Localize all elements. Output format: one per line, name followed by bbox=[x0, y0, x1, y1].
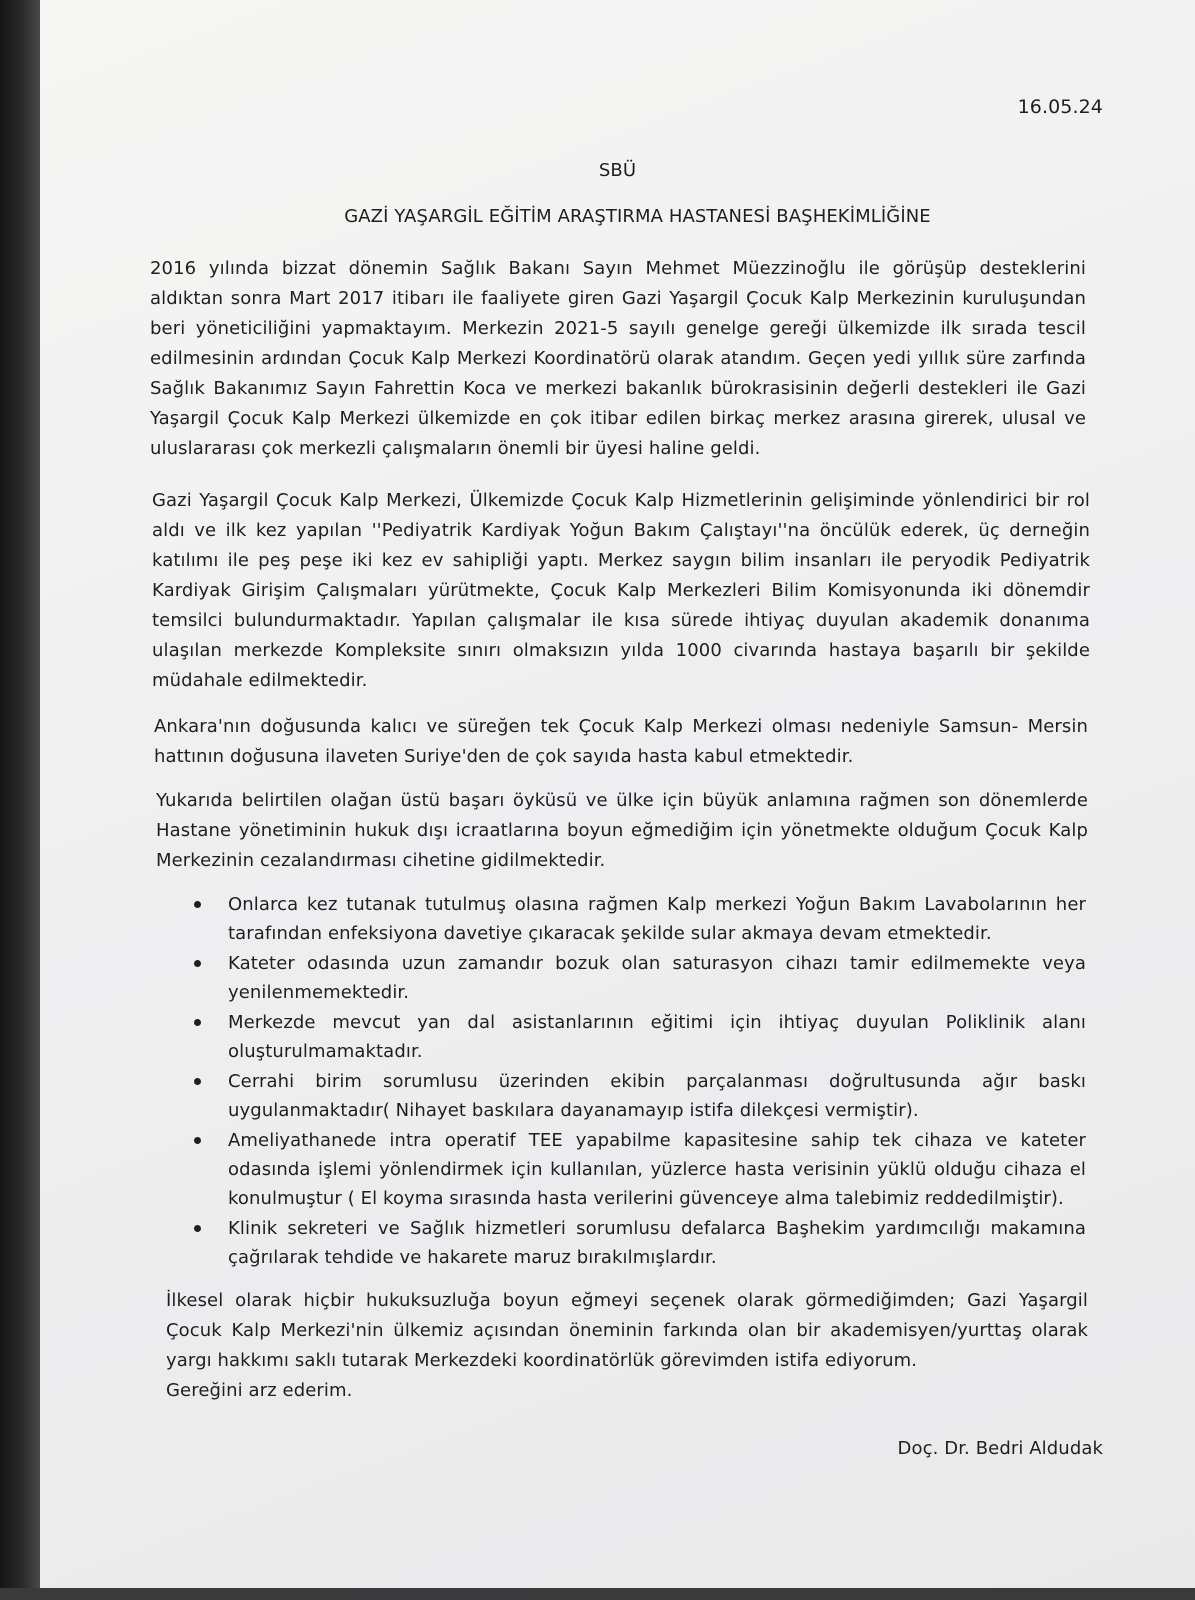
paragraph-4: Yukarıda belirtilen olağan üstü başarı öyküsü ve ülke için büyük anlamına rağmen son dönemlerde Hastane yönetiminin hukuk dışı icraatlarına boyun eğmediğim için yönetmekte olduğum Çocuk Kalp Merkezinin cezalandırması cihetine gidilmektedir. bbox=[156, 790, 1088, 871]
letter-date: 16.05.24 bbox=[1017, 96, 1103, 118]
letter-content bbox=[40, 0, 1195, 1588]
complaint-item bbox=[190, 890, 1086, 948]
bullet-icon bbox=[194, 1137, 201, 1144]
complaint-item bbox=[190, 949, 1086, 1007]
complaint-text: Cerrahi birim sorumlusu üzerinden ekibin parçalanması doğrultusunda ağır baskı uygulanmaktadır( Nihayet baskılara dayanamayıp istifa dilekçesi vermiştir). bbox=[228, 1071, 1086, 1121]
paragraph-3: Ankara'nın doğusunda kalıcı ve süreğen tek Çocuk Kalp Merkezi olması nedeniyle Samsun- Mersin hattının doğusuna ilaveten Suriye'den de çok sayıda hasta kabul etmektedir. bbox=[154, 716, 1088, 767]
resignation-paragraph: İlkesel olarak hiçbir hukuksuzluğa boyun eğmeyi seçenek olarak görmediğimden; Gazi Yaşargil Çocuk Kalp Merkezi'nin ülkemiz açısından öneminin farkında olan bir akademisyen/yurttaş olarak yargı hakkımı saklı tutarak Merkezdeki koordinatörlük görevimden istifa ediyorum. bbox=[166, 1290, 1088, 1371]
recipient-institution: SBÜ bbox=[598, 160, 637, 181]
complaint-item bbox=[190, 1008, 1086, 1066]
paragraph-2: Gazi Yaşargil Çocuk Kalp Merkezi, Ülkemizde Çocuk Kalp Hizmetlerinin gelişiminde yönlendirici bir rol aldı ve ilk kez yapılan ''Pediyatrik Kardiyak Yoğun Bakım Çalıştayı''na öncülük ederek, üç derneğin katılımı ile peş peşe iki kez ev sahipliği yaptı. Merkez saygın bilim insanları ile peryodik Pediyatrik Kardiyak Girişim Çalışmaları yürütmekte, Çocuk Kalp Merkezleri Bilim Komisyonunda iki dönemdir temsilci bulundurmaktadır. Yapılan çalışmalar ile kısa sürede ihtiyaç duyulan akademik donanıma ulaşılan merkezde Kompleksite sınırı olmaksızın yılda 1000 civarında hastaya başarılı bir şekilde müdahale edilmektedir. bbox=[152, 490, 1090, 691]
complaint-text: Ameliyathanede intra operatif TEE yapabilme kapasitesine sahip tek cihaza ve kateter odasında işlemi yönlendirmek için kullanılan, yüzlerce hasta verisinin yüklü olduğu cihaza el konulmuştur ( El koyma sırasında hasta verilerini güvenceye alma talebimiz reddedilmiştir). bbox=[228, 1130, 1086, 1209]
complaint-item bbox=[190, 1126, 1086, 1213]
photo-bottom-edge bbox=[0, 1588, 1195, 1600]
complaint-text: Klinik sekreteri ve Sağlık hizmetleri sorumlusu defalarca Başhekim yardımcılığı makamına çağrılarak tehdide ve hakarete maruz bırakılmışlardır. bbox=[228, 1218, 1086, 1268]
bullet-icon bbox=[194, 901, 201, 908]
complaint-item bbox=[190, 1214, 1086, 1272]
photo-background-edge bbox=[0, 0, 40, 1600]
recipient-title: GAZİ YAŞARGİL EĞİTİM ARAŞTIRMA HASTANESİ BAŞHEKİMLİĞİNE bbox=[344, 206, 931, 227]
closing-phrase: Gereğini arz ederim. bbox=[166, 1380, 353, 1401]
complaint-text: Onlarca kez tutanak tutulmuş olasına rağmen Kalp merkezi Yoğun Bakım Lavabolarının her tarafından enfeksiyona davetiye çıkaracak şekilde sular akmaya devam etmektedir. bbox=[228, 894, 1086, 944]
complaint-item bbox=[190, 1067, 1086, 1125]
bullet-icon bbox=[194, 1078, 201, 1085]
complaint-text: Kateter odasında uzun zamandır bozuk olan saturasyon cihazı tamir edilmemekte veya yenilenmemektedir. bbox=[228, 953, 1086, 1003]
bullet-icon bbox=[194, 1019, 201, 1026]
bullet-icon bbox=[194, 960, 201, 967]
complaint-text: Merkezde mevcut yan dal asistanlarının eğitimi için ihtiyaç duyulan Poliklinik alanı oluşturulmamaktadır. bbox=[228, 1012, 1086, 1062]
complaint-list bbox=[190, 890, 1086, 1273]
signature-name: Doç. Dr. Bedri Aldudak bbox=[897, 1438, 1103, 1459]
paragraph-1: 2016 yılında bizzat dönemin Sağlık Bakanı Sayın Mehmet Müezzinoğlu ile görüşüp desteklerini aldıktan sonra Mart 2017 itibarı ile faaliyete giren Gazi Yaşargil Çocuk Kalp Merkezinin kuruluşundan beri yöneticiliğini yapmaktayım. Merkezin 2021-5 sayılı genelge gereği ülkemizde ilk sırada tescil edilmesinin ardından Çocuk Kalp Merkezi Koordinatörü olarak atandım. Geçen yedi yıllık süre zarfında Sağlık Bakanımız Sayın Fahrettin Koca ve merkezi bakanlık bürokrasisinin değerli destekleri ile Gazi Yaşargil Çocuk Kalp Merkezi ülkemizde en çok itibar edilen birkaç merkez arasına girerek, ulusal ve uluslararası çok merkezli çalışmaların önemli bir üyesi haline geldi. bbox=[150, 258, 1086, 459]
letter-page bbox=[40, 0, 1195, 1588]
bullet-icon bbox=[194, 1225, 201, 1232]
